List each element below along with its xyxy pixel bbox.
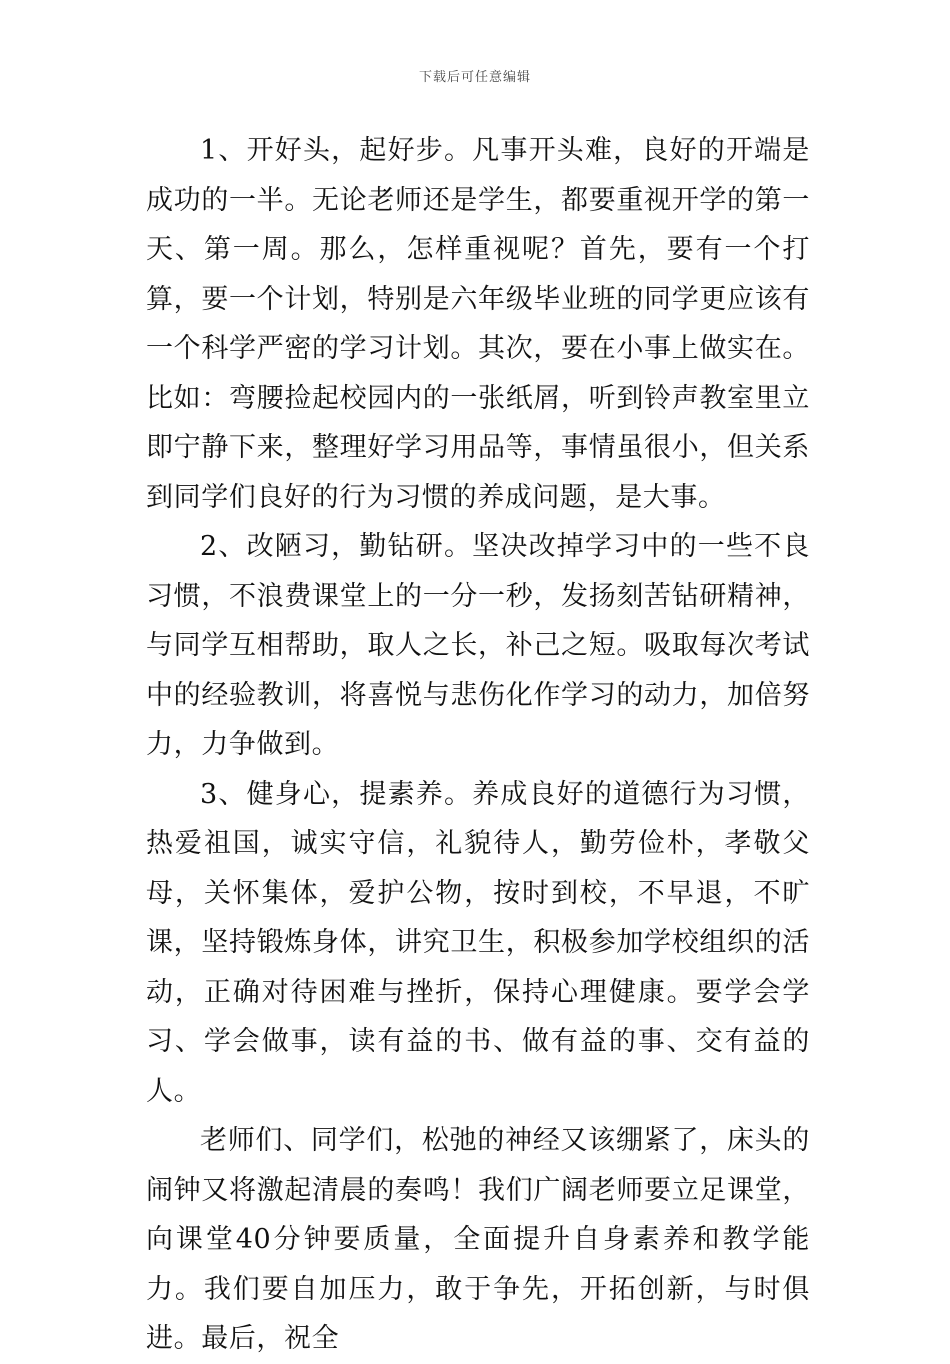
paragraph-3: 3、健身心，提素养。养成良好的道德行为习惯，热爱祖国，诚实守信，礼貌待人，勤劳俭朴，孝敬父母，关怀集体，爱护公物，按时到校，不早退，不旷课，坚持锻炼身体，讲究卫生，积极参加学校组织的活动，正确对待困难与挫折，保持心理健康。要学会学习、学会做事，读有益的书、做有益的事、交有益的人。 xyxy=(146,778,810,1107)
paragraph-4: 老师们、同学们，松弛的神经又该绷紧了，床头的闹钟又将激起清晨的奏鸣！我们广阔老师要立足课堂，向课堂40分钟要质量，全面提升自身素养和教学能力。我们要自加压力，敢于争先，开拓创新，与时俱进。最后，祝全 xyxy=(146,1125,810,1354)
header-note: 下载后可任意编辑 xyxy=(418,70,531,85)
paragraph-2: 2、改陋习，勤钻研。坚决改掉学习中的一些不良习惯，不浪费课堂上的一分一秒，发扬刻苦钻研精神，与同学互相帮助，取人之长，补己之短。吸取每次考试中的经验教训，将喜悦与悲伤化作学习的动力，加倍努力，力争做到。 xyxy=(146,531,810,760)
document-body xyxy=(146,126,810,1364)
paragraph-1: 1、开好头，起好步。凡事开头难，良好的开端是成功的一半。无论老师还是学生，都要重视开学的第一天、第一周。那么，怎样重视呢？首先，要有一个打算，要一个计划，特别是六年级毕业班的同学更应该有一个科学严密的学习计划。其次，要在小事上做实在。比如：弯腰捡起校园内的一张纸屑，听到铃声教室里立即宁静下来，整理好学习用品等，事情虽很小，但关系到同学们良好的行为习惯的养成问题，是大事。 xyxy=(146,135,810,513)
